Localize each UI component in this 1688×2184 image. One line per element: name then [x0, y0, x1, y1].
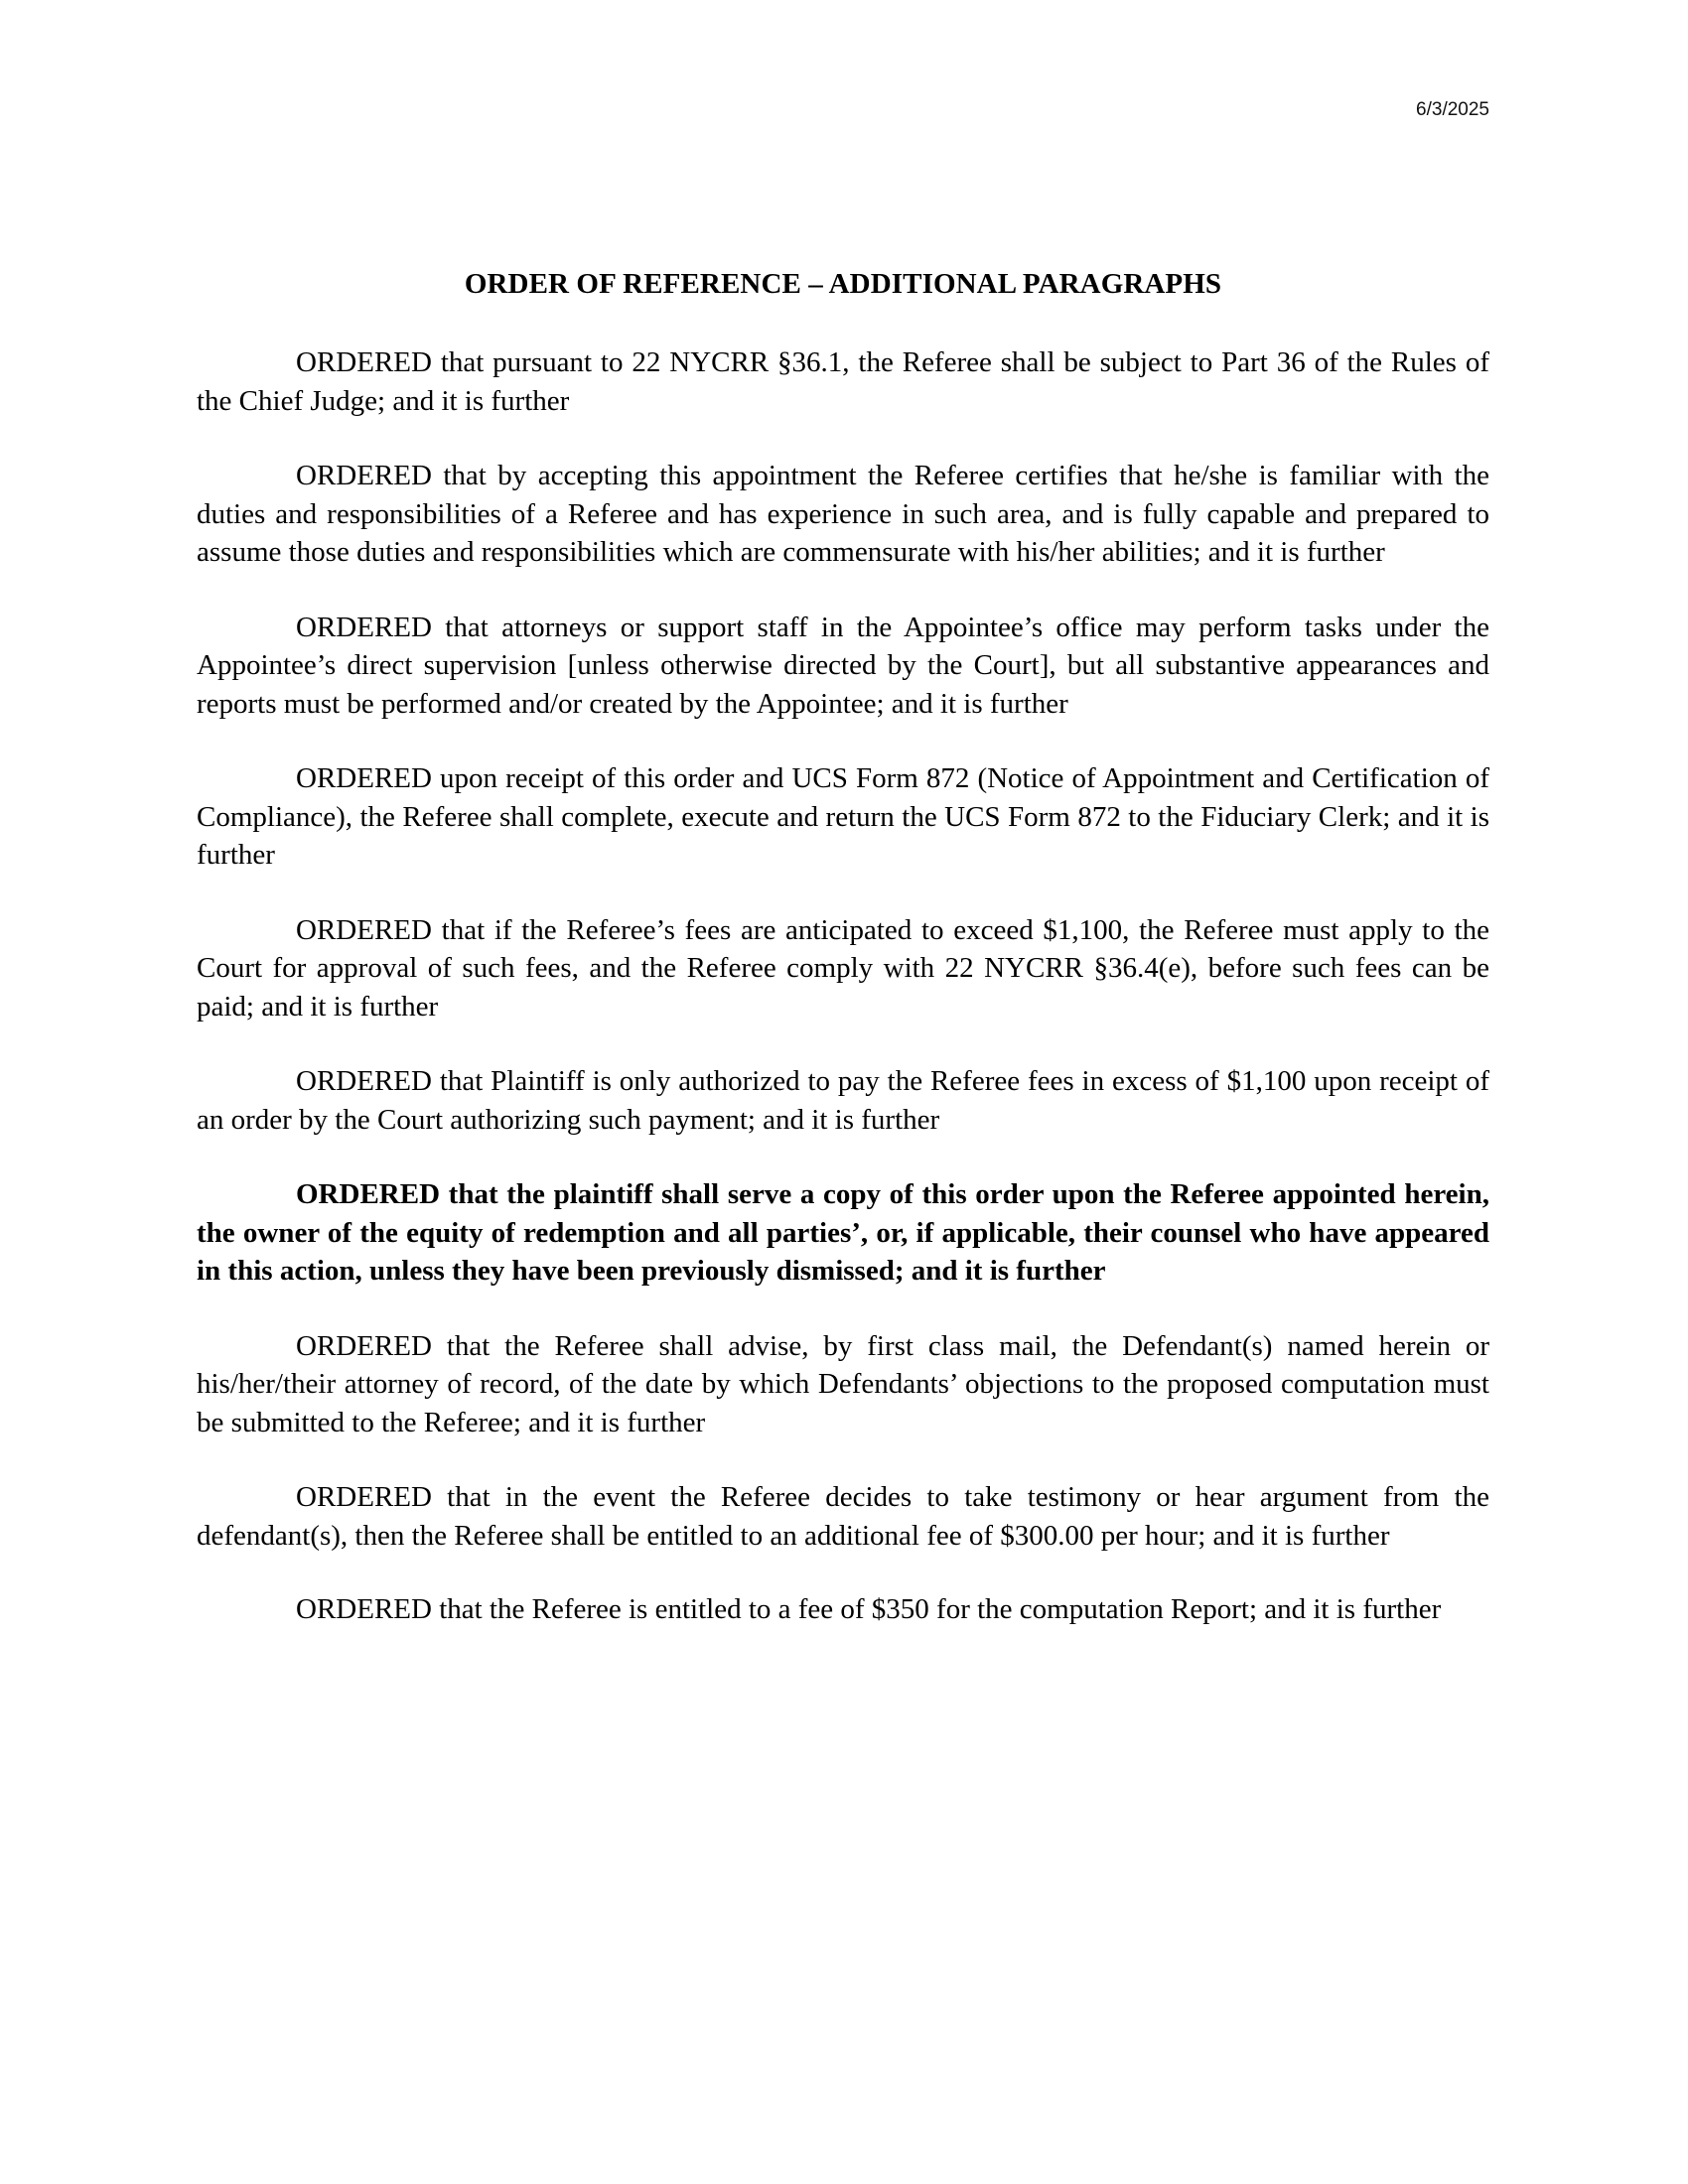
paragraph-fee-approval: ORDERED that if the Referee’s fees are anticipated to exceed $1,100, the Referee must apply to the Court for approval of such fees, and the Referee comply with 22 NYCRR §36.4(e), before such fees can be paid; and it is further [197, 913, 1489, 1023]
document-title: ORDER OF REFERENCE – ADDITIONAL PARAGRAPHS [464, 268, 1222, 300]
paragraph-staff-supervision: ORDERED that attorneys or support staff in the Appointee’s office may perform tasks under the Appointee’s direct supervision [unless otherwise directed by the Court], but all substantive appearances and reports must be performed and/or created by the Appointee; and it is further [197, 611, 1489, 720]
document-body [197, 343, 1489, 1668]
paragraph-computation-fee: ORDERED that the Referee is entitled to a fee of $350 for the computation Report; and it is further [296, 1593, 1442, 1625]
paragraph-defendant-notice: ORDERED that the Referee shall advise, by first class mail, the Defendant(s) named herein or his/her/their attorney of record, of the date by which Defendants’ objections to the proposed computation must be submitted to the Referee; and it is further [197, 1329, 1489, 1438]
paragraph-hourly-fee: ORDERED that in the event the Referee decides to take testimony or hear argument from the defendant(s), then the Referee shall be entitled to an additional fee of $300.00 per hour; and it is further [197, 1481, 1489, 1552]
paragraph-part-36: ORDERED that pursuant to 22 NYCRR §36.1, the Referee shall be subject to Part 36 of the Rules of the Chief Judge; and it is further [197, 346, 1489, 417]
paragraph-certification: ORDERED that by accepting this appointment the Referee certifies that he/she is familiar with the duties and responsibilities of a Referee and has experience in such area, and is fully capable and prepared to assume those duties and responsibilities which are commensurate with his/her abilities; and it is further [197, 460, 1489, 568]
paragraph-plaintiff-payment: ORDERED that Plaintiff is only authorized to pay the Referee fees in excess of $1,100 upon receipt of an order by the Court authorizing such payment; and it is further [197, 1065, 1489, 1136]
paragraph-ucs-form-872: ORDERED upon receipt of this order and UCS Form 872 (Notice of Appointment and Certification of Compliance), the Referee shall complete, execute and return the UCS Form 872 to the Fiduciary Clerk; and it is further [197, 762, 1489, 871]
header-date: 6/3/2025 [1416, 99, 1489, 120]
paragraph-service-of-order: ORDERED that the plaintiff shall serve a copy of this order upon the Referee appointed herein, the owner of the equity of redemption and all parties’, or, if applicable, their counsel who have appeared in this action, unless they have been previously dismissed; and it is further [197, 1178, 1489, 1287]
